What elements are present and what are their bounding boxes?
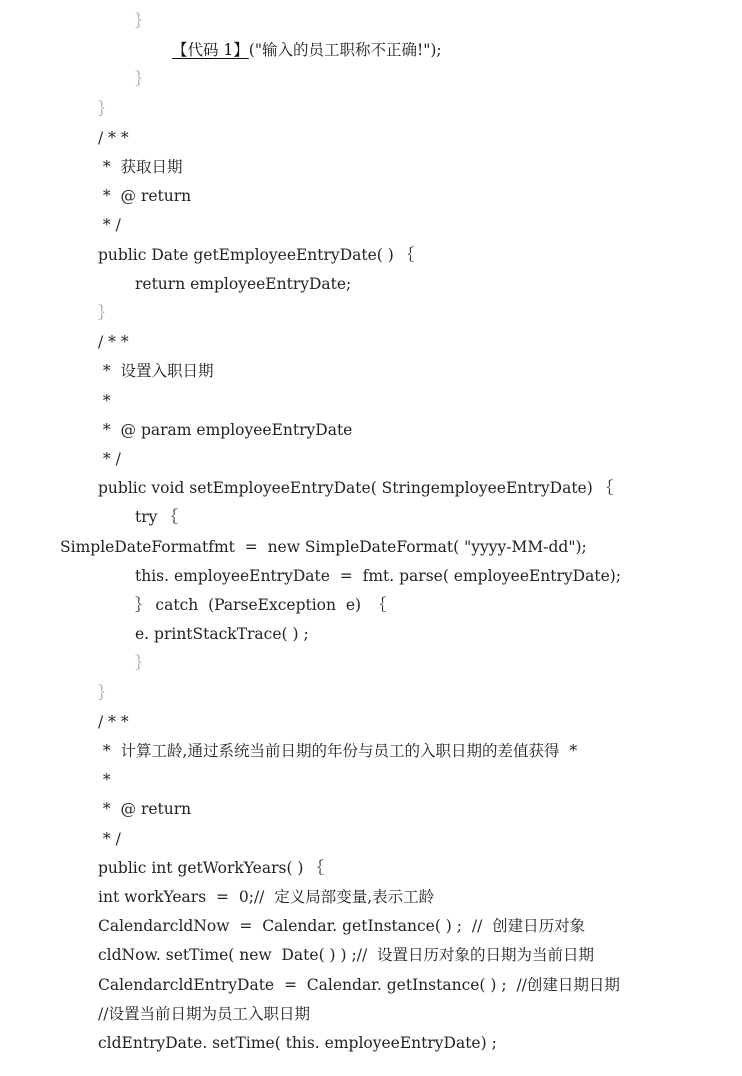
code-line: CalendarcldNow = Calendar. getInstance( ) ; // 创建日历对象	[98, 917, 586, 936]
code-line: / * *	[98, 333, 129, 352]
code-blank-placeholder: 【代码 1】	[172, 41, 249, 60]
code-line: int workYears = 0;// 定义局部变量,表示工龄	[98, 888, 435, 906]
code-line: / * *	[98, 712, 129, 731]
code-line: * @ param employeeEntryDate	[98, 420, 353, 439]
code-line: * @ return	[98, 187, 192, 206]
code-line	[172, 38, 442, 62]
code-line: * 计算工龄,通过系统当前日期的年份与员工的入职日期的差值获得 *	[98, 742, 578, 760]
code-line: ｝	[98, 304, 114, 322]
code-line: return employeeEntryDate;	[135, 274, 352, 293]
code-line: public Date getEmployeeEntryDate( ) ｛	[98, 245, 415, 264]
code-line: * 获取日期	[98, 158, 183, 176]
code-line: CalendarcldEntryDate = Calendar. getInstance( ) ; //创建日期日期	[98, 975, 620, 994]
code-line: this. employeeEntryDate = fmt. parse( employeeEntryDate);	[135, 566, 622, 585]
code-line: *	[98, 771, 111, 790]
code-line: * @ return	[98, 800, 192, 819]
code-line: ｝ catch (ParseException e) ｛	[135, 596, 387, 614]
code-line: ｝	[98, 683, 114, 702]
code-line: SimpleDateFormatfmt = new SimpleDateFormat( "yyyy-MM-dd");	[60, 537, 587, 556]
code-line: public int getWorkYears( ) ｛	[98, 858, 324, 877]
code-line: cldEntryDate. setTime( this. employeeEntryDate) ;	[98, 1034, 497, 1052]
code-line: / * *	[98, 128, 129, 147]
code-line: * /	[98, 450, 121, 468]
code-line: *	[98, 391, 111, 410]
code-line: try ｛	[135, 508, 178, 527]
code-line: ｝	[135, 12, 151, 30]
code-text: ("输入的员工职称不正确!");	[248, 41, 442, 60]
code-line: public void setEmployeeEntryDate( StringemployeeEntryDate) ｛	[98, 479, 614, 498]
code-line: cldNow. setTime( new Date( ) ) ;// 设置日历对象的日期为当前日期	[98, 946, 595, 965]
code-line: e. printStackTrace( ) ;	[135, 625, 309, 644]
code-line: //设置当前日期为员工入职日期	[98, 1004, 310, 1023]
code-line: * /	[98, 829, 121, 848]
code-line: * /	[98, 216, 121, 235]
code-line: ｝	[98, 99, 114, 118]
code-line: ｝	[135, 654, 151, 673]
code-line: ｝	[135, 70, 151, 89]
code-line: * 设置入职日期	[98, 362, 214, 381]
